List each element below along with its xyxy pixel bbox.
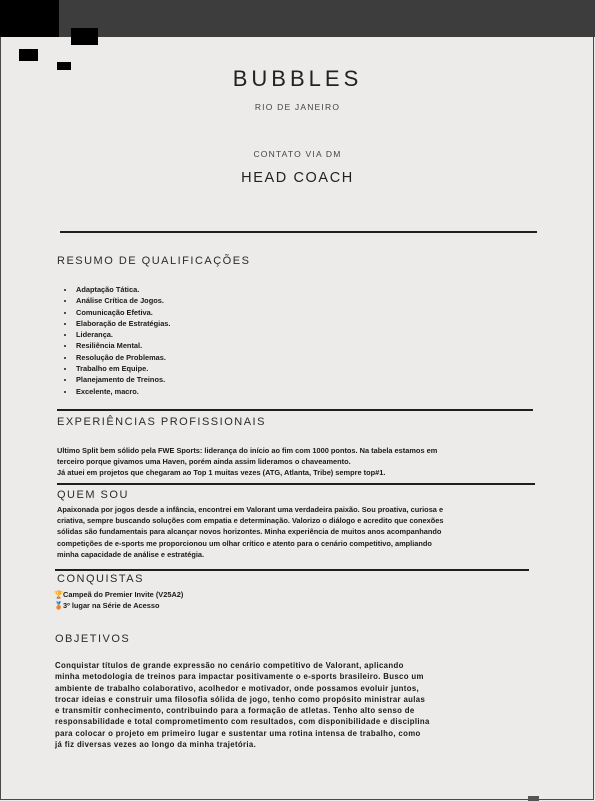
scrollbar-thumb[interactable] <box>528 796 539 801</box>
text-line: trocar ideias e construir uma filosofia sólida de jogo, tenho como propósito ministrar aulas <box>55 694 426 704</box>
text-line: terceiro porque givamos uma Haven, porém ainda assim lideramos o chaveamento. <box>57 457 351 467</box>
text-line: já fiz diversas vezes ao longo da minha trajetória. <box>55 740 257 750</box>
list-item: 🏆Campeã do Premier Invite (V25A2) <box>54 590 184 599</box>
qualifications-list <box>57 284 170 397</box>
section-divider <box>57 483 535 485</box>
section-divider <box>57 409 533 411</box>
text-line: para colocar o projeto em primeiro lugar e sustentar uma rotina intensa de trabalho, como <box>55 728 421 738</box>
list-item: • Liderança. <box>75 329 170 340</box>
text-line: Ultimo Split bem sólido pela FWE Sports: liderança do início ao fim com 1000 pontos. Na tabela estamos em <box>57 446 438 455</box>
medal-icon: 🥉 <box>54 601 64 610</box>
experience-heading: EXPERIÊNCIAS PROFISSIONAIS <box>57 416 266 428</box>
list-item: • Excelente, macro. <box>75 386 170 397</box>
list-item: • Comunicação Efetiva. <box>75 307 170 318</box>
about-heading: QUEM SOU <box>57 489 129 501</box>
about-text <box>57 504 444 560</box>
text-line: Apaixonada por jogos desde a infância, encontrei em Valorant uma verdadeira paixão. Sou proativa, curiosa e <box>57 505 444 514</box>
text-line: minha capacidade de análise e estratégia. <box>57 549 205 559</box>
contact-line: CONTATO VIA DM <box>253 149 342 159</box>
list-item: • Adaptação Tática. <box>75 284 170 295</box>
list-item: • Análise Crítica de Jogos. <box>75 295 170 306</box>
text-line: competições de e-sports me proporcionou um olhar crítico e atento para o cenário competitivo, ampliando <box>57 538 432 548</box>
objectives-heading: OBJETIVOS <box>55 633 131 645</box>
text-line: criativa, sempre buscando soluções com empatia e determinação. Valorizo o diálogo e acredito que conexões <box>57 516 444 526</box>
role-title: HEAD COACH <box>241 170 354 186</box>
list-item: • Trabalho em Equipe. <box>75 363 170 374</box>
achievements-list <box>54 589 183 611</box>
text-line: responsabilidade e total comprometimento com resultados, com disponibilidade e disciplina <box>55 717 430 727</box>
candidate-name: BUBBLES <box>232 66 363 91</box>
text-line: Conquistar títulos de grande expressão no cenário competitivo de Valorant, aplicando <box>55 661 404 670</box>
header-divider <box>60 231 537 233</box>
text-line: ambiente de trabalho colaborativo, acolhedor e motivador, onde possamos evoluir juntos, <box>55 683 420 693</box>
list-item: • Resolução de Problemas. <box>75 352 170 363</box>
objectives-text <box>55 660 430 750</box>
redaction-block <box>0 0 59 37</box>
achievements-heading: CONQUISTAS <box>57 573 144 585</box>
section-divider <box>55 569 529 571</box>
candidate-city: RIO DE JANEIRO <box>254 102 341 112</box>
text-line: sólidas são fundamentais para alcançar novos horizontes. Minha experiência de muitos anos acompanhando <box>57 527 442 537</box>
list-item: • Elaboração de Estratégias. <box>75 318 170 329</box>
list-item: • Planejamento de Treinos. <box>75 374 170 385</box>
text-line: minha metodologia de treinos para impactar positivamente o e-sports brasileiro. Busco um <box>55 672 424 682</box>
list-item: 🥉3º lugar na Série de Acesso <box>54 601 160 610</box>
list-item: • Resiliência Mental. <box>75 340 170 351</box>
text-line: Já atuei em projetos que chegaram ao Top 1 muitas vezes (ATG, Atlanta, Tribe) sempre top#1. <box>57 468 386 478</box>
experience-text <box>57 445 437 479</box>
text-line: e transmitir conhecimento, contribuindo para a formação de atletas. Tenho alto senso de <box>55 706 415 716</box>
qualifications-heading: RESUMO DE QUALIFICAÇÕES <box>57 255 251 267</box>
trophy-icon: 🏆 <box>54 590 64 599</box>
